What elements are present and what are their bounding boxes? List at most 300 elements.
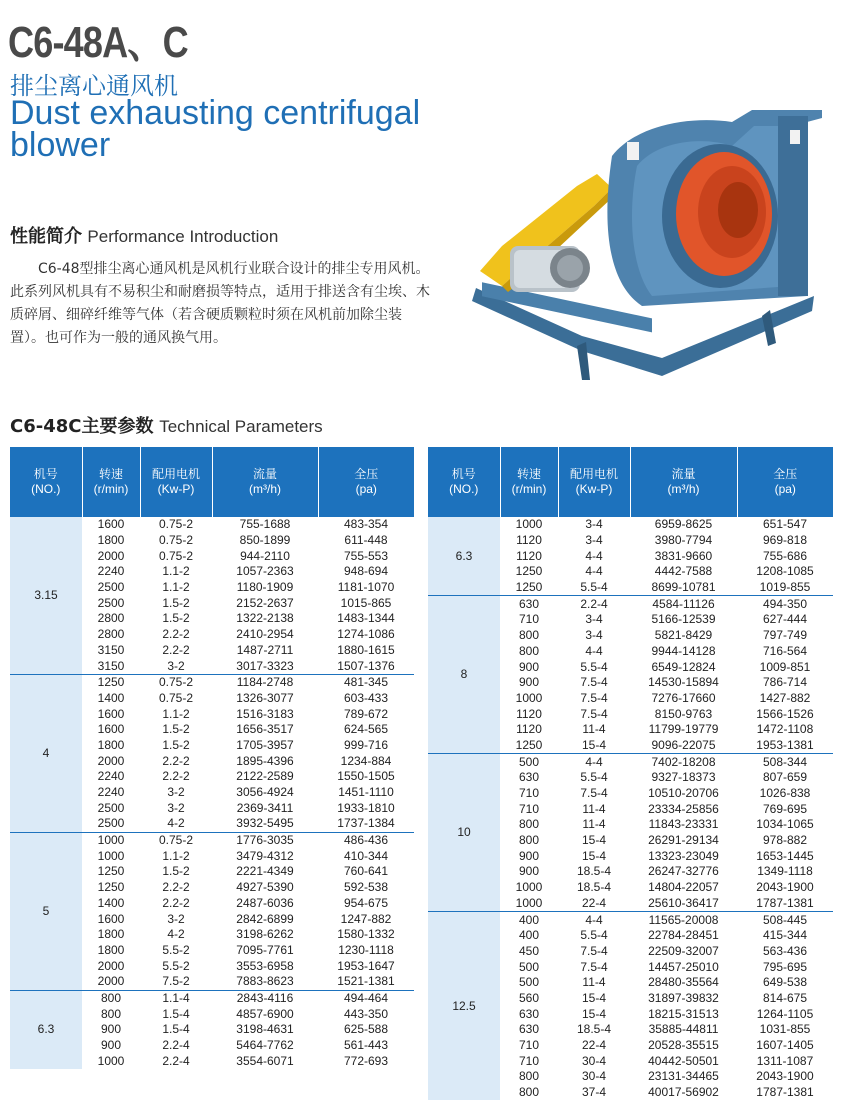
flow-cell: 5464-7762 — [236, 1038, 294, 1053]
flow-cell: 22784-28451 — [648, 928, 719, 943]
pressure-cell: 415-344 — [762, 928, 808, 943]
motor-cell: 7.5-4 — [580, 706, 608, 721]
motor-cell: 7.5-4 — [580, 675, 608, 690]
column-header-cn: 机号 — [451, 467, 476, 481]
motor-cell: 0.75-2 — [140, 674, 212, 690]
motor-cell: 7.5-4 — [580, 786, 608, 801]
pressure-cell: 954-675 — [343, 895, 389, 910]
flow-cell: 1326-3077 — [236, 690, 294, 705]
speed-cell: 800 — [518, 833, 540, 848]
motor-cell: 1.5-2 — [162, 737, 190, 752]
pressure-cell: 760-641 — [343, 864, 389, 879]
motor-cell: 0.75-2 — [158, 517, 194, 532]
speed-cell: 710 — [518, 1053, 540, 1068]
pressure-cell: 1483-1344 — [337, 611, 395, 626]
table-row — [428, 754, 833, 770]
pressure-cell: 1451-1110 — [338, 785, 394, 800]
pressure-cell: 797-749 — [762, 628, 808, 643]
column-header — [10, 447, 82, 517]
column-header-en: (r/min) — [511, 482, 547, 496]
column-header-en: (pa) — [355, 482, 377, 496]
speed-cell: 2000 — [97, 974, 125, 989]
speed-cell: 2000 — [97, 548, 125, 563]
motor-cell: 2.2-2 — [162, 880, 190, 895]
speed-cell: 3150 — [97, 642, 125, 657]
motor-cell: 2.2-2 — [162, 627, 190, 642]
pressure-cell: 1009-851 — [759, 659, 811, 674]
flow-cell: 1516-3183 — [236, 706, 294, 721]
speed-cell: 710 — [518, 1038, 540, 1053]
model-title: C6-48A、C — [8, 18, 188, 67]
performance-heading — [10, 222, 278, 248]
speed-cell: 800 — [518, 1085, 540, 1100]
flow-cell: 3056-4924 — [236, 785, 294, 800]
flow-cell: 26291-29134 — [648, 833, 719, 848]
english-title-line1: Dust exhausting centrifugal — [10, 94, 421, 132]
speed-cell: 1600 — [97, 911, 125, 926]
speed-cell: 1250 — [82, 674, 140, 690]
pressure-cell: 1349-1118 — [757, 864, 813, 879]
speed-cell: 1800 — [97, 927, 125, 942]
column-header-en: (Kw-P) — [575, 482, 613, 496]
column-header-cn: 全压 — [354, 467, 379, 481]
flow-cell: 9944-14128 — [651, 643, 716, 658]
pressure-cell: 1880-1615 — [337, 642, 395, 657]
motor-cell: 4-4 — [585, 643, 603, 658]
flow-cell: 35885-44811 — [648, 1022, 719, 1037]
flow-cell: 2487-6036 — [236, 895, 294, 910]
flow-cell: 3479-4312 — [236, 848, 294, 863]
pressure-cell: 649-538 — [762, 975, 808, 990]
motor-cell: 0.75-2 — [158, 548, 194, 563]
speed-cell: 800 — [518, 1069, 540, 1084]
pressure-cell: 1031-855 — [759, 1022, 811, 1037]
flow-cell: 3017-3323 — [236, 658, 294, 673]
motor-cell: 18.5-4 — [576, 1022, 612, 1037]
table-row — [428, 596, 833, 612]
machine-number-cell: 12.5 — [428, 912, 500, 1100]
motor-cell: 7.5-2 — [162, 974, 190, 989]
pressure-cell: 592-538 — [343, 880, 389, 895]
machine-number-cell: 4 — [10, 674, 82, 832]
flow-cell: 14804-22057 — [648, 880, 719, 895]
speed-cell: 1000 — [515, 895, 543, 910]
speed-cell: 1800 — [97, 533, 125, 548]
column-header — [212, 447, 318, 517]
motor-cell: 15-4 — [581, 1006, 607, 1021]
motor-cell: 1.1-2 — [162, 564, 190, 579]
flow-cell: 1776-3035 — [212, 832, 318, 848]
flow-cell: 2221-4349 — [236, 864, 294, 879]
pressure-cell: 2043-1900 — [756, 1069, 814, 1084]
speed-cell: 800 — [100, 1006, 122, 1021]
flow-cell: 7095-7761 — [236, 942, 294, 957]
speed-cell: 500 — [500, 754, 558, 770]
flow-cell: 5166-12539 — [651, 612, 716, 627]
flow-cell: 2842-6899 — [236, 911, 294, 926]
motor-cell: 1.5-4 — [162, 1006, 190, 1021]
speed-cell: 800 — [518, 628, 540, 643]
flow-cell: 20528-35515 — [648, 1038, 719, 1053]
flow-cell: 11799-19779 — [648, 722, 719, 737]
pressure-cell: 410-344 — [343, 848, 389, 863]
speed-cell: 1120 — [516, 548, 542, 563]
speed-cell: 2500 — [97, 595, 125, 610]
motor-cell: 2.2-4 — [558, 596, 630, 612]
pressure-cell: 625-588 — [343, 1022, 389, 1037]
motor-cell: 15-4 — [581, 737, 607, 752]
pressure-cell: 716-564 — [762, 643, 808, 658]
flow-cell: 26247-32776 — [648, 864, 719, 879]
motor-cell: 5.5-4 — [580, 659, 608, 674]
speed-cell: 560 — [518, 990, 540, 1005]
motor-cell: 0.75-2 — [140, 832, 212, 848]
motor-cell: 11-4 — [582, 801, 606, 816]
table-row — [10, 990, 414, 1006]
motor-cell: 4-4 — [585, 564, 603, 579]
column-header-en: (m³/h) — [249, 482, 281, 496]
flow-cell: 4442-7588 — [654, 564, 713, 579]
pressure-cell: 508-445 — [737, 912, 833, 928]
motor-cell: 2.2-2 — [162, 753, 190, 768]
pressure-cell: 769-695 — [762, 801, 808, 816]
column-header-en: (pa) — [774, 482, 796, 496]
motor-cell: 4-4 — [585, 548, 603, 563]
speed-cell: 1250 — [515, 564, 543, 579]
speed-cell: 630 — [500, 596, 558, 612]
pressure-cell: 948-694 — [343, 564, 389, 579]
machine-number-cell: 3.15 — [10, 517, 82, 674]
motor-cell: 2.2-2 — [162, 642, 190, 657]
motor-cell: 37-4 — [581, 1085, 607, 1100]
speed-cell: 900 — [518, 864, 540, 879]
motor-cell: 5.5-4 — [580, 770, 608, 785]
pressure-cell: 1472-1108 — [756, 722, 814, 737]
motor-cell: 3-4 — [585, 628, 603, 643]
pressure-cell: 999-716 — [343, 737, 389, 752]
motor-cell: 2.2-2 — [162, 895, 190, 910]
flow-cell: 25610-36417 — [648, 895, 719, 910]
speed-cell: 1000 — [515, 517, 543, 532]
flow-cell: 23131-34465 — [648, 1069, 719, 1084]
motor-cell: 7.5-4 — [580, 943, 608, 958]
speed-cell: 2240 — [97, 769, 125, 784]
pressure-cell: 786-714 — [762, 675, 808, 690]
flow-cell: 8150-9763 — [654, 706, 713, 721]
performance-heading-en: Performance Introduction — [87, 227, 279, 246]
motor-cell: 11-4 — [582, 817, 606, 832]
speed-cell: 800 — [82, 990, 140, 1006]
pressure-cell: 969-818 — [762, 533, 808, 548]
motor-cell: 15-4 — [581, 833, 607, 848]
speed-cell: 1250 — [515, 580, 543, 595]
table-row — [428, 912, 833, 928]
english-title-line2: blower — [10, 126, 111, 164]
motor-cell: 1.5-2 — [162, 611, 190, 626]
pressure-cell: 486-436 — [318, 832, 414, 848]
speed-cell: 1000 — [97, 848, 125, 863]
params-heading-cn: C6-48C主要参数 — [10, 416, 154, 437]
flow-cell: 3198-4631 — [236, 1022, 294, 1037]
table-row — [428, 517, 833, 533]
flow-cell: 11565-20008 — [630, 912, 737, 928]
flow-cell: 1184-2748 — [212, 674, 318, 690]
motor-cell: 1.5-2 — [162, 864, 190, 879]
flow-cell: 13323-23049 — [648, 848, 719, 863]
pressure-cell: 1566-1526 — [756, 706, 814, 721]
flow-cell: 2410-2954 — [236, 627, 294, 642]
speed-cell: 1250 — [515, 737, 543, 752]
speed-cell: 900 — [100, 1022, 122, 1037]
pressure-cell: 481-345 — [318, 674, 414, 690]
flow-cell: 3554-6071 — [236, 1053, 294, 1068]
speed-cell: 500 — [518, 959, 540, 974]
performance-paragraph: C6-48型排尘离心通风机是风机行业联合设计的排尘专用风机。此系列风机具有不易积尘和耐磨损等特点，适用于排送含有尘埃、木质碎屑、细碎纤维等气体（若含硬质颗粒时须在风机前加除尘装置）。也可作为一般的通风换气用。 — [10, 261, 430, 346]
pressure-cell: 755-553 — [343, 548, 389, 563]
speed-cell: 1600 — [97, 517, 125, 532]
flow-cell: 3980-7794 — [654, 533, 713, 548]
pressure-cell: 2043-1900 — [756, 880, 814, 895]
pressure-cell: 1550-1505 — [337, 769, 395, 784]
speed-cell: 2500 — [97, 800, 125, 815]
flow-cell: 14457-25010 — [648, 959, 719, 974]
motor-cell: 1.1-2 — [162, 706, 190, 721]
flow-cell: 1180-1909 — [236, 580, 294, 595]
flow-cell: 9096-22075 — [651, 737, 716, 752]
motor-cell: 3-2 — [167, 911, 185, 926]
pressure-cell: 814-675 — [762, 990, 808, 1005]
pressure-cell: 611-448 — [344, 533, 388, 548]
speed-cell: 630 — [518, 770, 540, 785]
column-header — [737, 447, 833, 517]
flow-cell: 14530-15894 — [648, 675, 719, 690]
flow-cell: 9327-18373 — [651, 770, 716, 785]
flow-cell: 11843-23331 — [648, 817, 719, 832]
motor-cell: 2.2-4 — [162, 1053, 190, 1068]
column-header-cn: 全压 — [773, 467, 798, 481]
pressure-cell: 624-565 — [343, 722, 389, 737]
column-header — [428, 447, 500, 517]
flow-cell: 944-2110 — [240, 548, 290, 563]
motor-cell: 7.5-4 — [580, 959, 608, 974]
table-row — [10, 674, 414, 690]
flow-cell: 7883-8623 — [236, 974, 294, 989]
speed-cell: 630 — [518, 1006, 540, 1021]
pressure-cell: 1264-1105 — [756, 1006, 814, 1021]
motor-cell: 15-4 — [581, 990, 607, 1005]
speed-cell: 2000 — [97, 753, 125, 768]
speed-cell: 400 — [518, 928, 540, 943]
column-header — [140, 447, 212, 517]
column-header-cn: 转速 — [98, 467, 123, 481]
flow-cell: 2122-2589 — [236, 769, 294, 784]
flow-cell: 5821-8429 — [654, 628, 713, 643]
flow-cell: 8699-10781 — [651, 580, 716, 595]
motor-cell: 4-2 — [167, 927, 185, 942]
speed-cell: 2800 — [97, 627, 125, 642]
pressure-cell: 563-436 — [762, 943, 808, 958]
speed-cell: 1000 — [515, 880, 543, 895]
motor-cell: 15-4 — [581, 848, 607, 863]
motor-cell: 5.5-4 — [580, 580, 608, 595]
performance-heading-cn: 性能简介 — [10, 226, 82, 247]
speed-cell: 2500 — [97, 580, 125, 595]
flow-cell: 40442-50501 — [648, 1053, 719, 1068]
params-heading — [10, 412, 323, 438]
table-row — [10, 517, 414, 533]
speed-cell: 630 — [518, 1022, 540, 1037]
pressure-cell: 483-354 — [343, 517, 389, 532]
speed-cell: 1400 — [97, 895, 125, 910]
column-header-cn: 配用电机 — [569, 467, 618, 481]
speed-cell: 2240 — [97, 785, 125, 800]
motor-cell: 3-4 — [585, 533, 603, 548]
flow-cell: 7276-17660 — [651, 690, 716, 705]
speed-cell: 1250 — [97, 864, 125, 879]
pressure-cell: 1521-1381 — [337, 974, 395, 989]
pressure-cell: 1953-1381 — [756, 737, 814, 752]
motor-cell: 5.5-2 — [162, 942, 190, 957]
speed-cell: 710 — [518, 786, 540, 801]
column-header-cn: 转速 — [516, 467, 541, 481]
pressure-cell: 1274-1086 — [337, 627, 395, 642]
pressure-cell: 1181-1070 — [337, 580, 395, 595]
flow-cell: 1895-4396 — [236, 753, 294, 768]
motor-cell: 11-4 — [582, 722, 606, 737]
pressure-cell: 1208-1085 — [756, 564, 814, 579]
motor-cell: 1.5-2 — [162, 595, 190, 610]
flow-cell: 2369-3411 — [236, 800, 294, 815]
flow-cell: 40017-56902 — [648, 1085, 719, 1100]
speed-cell: 1600 — [97, 722, 125, 737]
flow-cell: 3932-5495 — [236, 816, 294, 831]
pressure-cell: 561-443 — [343, 1038, 389, 1053]
column-header-en: (Kw-P) — [157, 482, 195, 496]
flow-cell: 3831-9660 — [654, 548, 713, 563]
flow-cell: 31897-39832 — [648, 990, 719, 1005]
speed-cell: 1000 — [82, 832, 140, 848]
flow-cell: 23334-25856 — [648, 801, 719, 816]
machine-number-cell: 5 — [10, 832, 82, 990]
motor-cell: 22-4 — [581, 895, 607, 910]
speed-cell: 1000 — [515, 690, 543, 705]
pressure-cell: 494-464 — [318, 990, 414, 1006]
speed-cell: 800 — [518, 643, 540, 658]
speed-cell: 900 — [518, 675, 540, 690]
pressure-cell: 1787-1381 — [756, 1085, 814, 1100]
motor-cell: 1.1-4 — [140, 990, 212, 1006]
pressure-cell: 1247-882 — [340, 911, 392, 926]
params-table-left — [10, 447, 414, 1069]
motor-cell: 11-4 — [582, 975, 606, 990]
motor-cell: 30-4 — [581, 1069, 607, 1084]
speed-cell: 500 — [518, 975, 540, 990]
speed-cell: 2240 — [97, 564, 125, 579]
machine-number-cell: 6.3 — [428, 517, 500, 596]
pressure-cell: 1311-1087 — [756, 1053, 814, 1068]
pressure-cell: 795-695 — [762, 959, 808, 974]
motor-cell: 5.5-2 — [162, 958, 190, 973]
pressure-cell: 755-686 — [762, 548, 808, 563]
pressure-cell: 1026-838 — [759, 786, 811, 801]
motor-cell: 3-2 — [167, 785, 185, 800]
flow-cell: 22509-32007 — [648, 943, 719, 958]
speed-cell: 3150 — [97, 658, 125, 673]
pressure-cell: 807-659 — [762, 770, 808, 785]
motor-cell: 5.5-4 — [580, 928, 608, 943]
blower-photo — [462, 96, 830, 380]
flow-cell: 850-1899 — [239, 533, 291, 548]
column-header-cn: 流量 — [671, 467, 696, 481]
flow-cell: 2843-4116 — [212, 990, 318, 1006]
pressure-cell: 772-693 — [343, 1053, 389, 1068]
motor-cell: 4-4 — [558, 754, 630, 770]
flow-cell: 3198-6262 — [236, 927, 294, 942]
motor-cell: 30-4 — [581, 1053, 607, 1068]
english-title — [10, 94, 421, 164]
pressure-cell: 1230-1118 — [338, 942, 394, 957]
pressure-cell: 603-433 — [343, 690, 389, 705]
speed-cell: 400 — [500, 912, 558, 928]
motor-cell: 0.75-2 — [158, 690, 194, 705]
flow-cell: 1057-2363 — [236, 564, 294, 579]
pressure-cell: 1953-1647 — [337, 958, 395, 973]
motor-cell: 2.2-4 — [162, 1038, 190, 1053]
speed-cell: 1800 — [97, 942, 125, 957]
column-header-en: (r/min) — [93, 482, 129, 496]
pressure-cell: 1933-1810 — [337, 800, 395, 815]
speed-cell: 710 — [518, 612, 540, 627]
chinese-title: 排尘离心通风机 — [10, 72, 178, 100]
params-heading-en: Technical Parameters — [159, 417, 323, 436]
flow-cell: 4927-5390 — [236, 880, 294, 895]
column-header-cn: 配用电机 — [151, 467, 200, 481]
flow-cell: 1705-3957 — [236, 737, 294, 752]
pressure-cell: 1607-1405 — [756, 1038, 814, 1053]
column-header-cn: 机号 — [33, 467, 58, 481]
flow-cell: 28480-35564 — [648, 975, 719, 990]
column-header — [318, 447, 414, 517]
pressure-cell: 443-350 — [343, 1006, 389, 1021]
column-header — [500, 447, 558, 517]
motor-cell: 1.1-2 — [162, 848, 190, 863]
speed-cell: 1600 — [97, 706, 125, 721]
motor-cell: 3-2 — [167, 658, 185, 673]
speed-cell: 450 — [518, 943, 540, 958]
flow-cell: 7402-18208 — [630, 754, 737, 770]
column-header-en: (m³/h) — [667, 482, 700, 496]
motor-cell: 18.5-4 — [576, 880, 612, 895]
flow-cell: 18215-31513 — [648, 1006, 719, 1021]
motor-cell: 22-4 — [581, 1038, 607, 1053]
pressure-cell: 978-882 — [762, 833, 808, 848]
pressure-cell: 1015-865 — [340, 595, 392, 610]
column-header — [82, 447, 140, 517]
pressure-cell: 1580-1332 — [337, 927, 395, 942]
flow-cell: 3553-6958 — [236, 958, 294, 973]
column-header — [630, 447, 737, 517]
motor-cell: 3-4 — [585, 612, 603, 627]
pressure-cell: 1019-855 — [759, 580, 811, 595]
speed-cell: 2500 — [97, 816, 125, 831]
flow-cell: 10510-20706 — [648, 786, 719, 801]
flow-cell: 6959-8625 — [654, 517, 713, 532]
speed-cell: 900 — [518, 848, 540, 863]
pressure-cell: 1234-884 — [340, 753, 392, 768]
speed-cell: 900 — [100, 1038, 122, 1053]
motor-cell: 2.2-2 — [162, 769, 190, 784]
motor-cell: 4-4 — [558, 912, 630, 928]
